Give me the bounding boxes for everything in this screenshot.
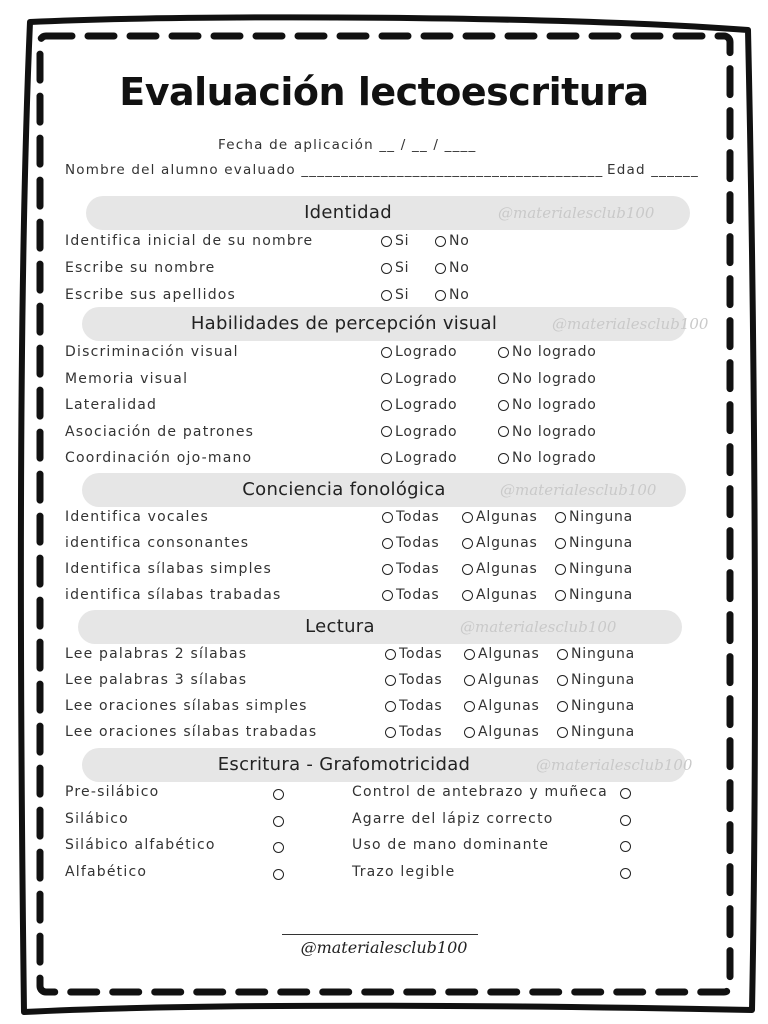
radio-circle-icon[interactable] — [498, 453, 509, 464]
option-label: Algunas — [476, 587, 538, 603]
watermark: @materialesclub100 — [552, 315, 709, 333]
edad-field[interactable]: Edad ______ — [607, 162, 699, 178]
option-label: Todas — [396, 561, 440, 577]
option-fonologica-0-0[interactable] — [382, 509, 440, 525]
option-label: No logrado — [512, 344, 597, 360]
option-label: Ninguna — [569, 561, 634, 577]
option-label: Ninguna — [569, 587, 634, 603]
radio-circle-icon[interactable] — [557, 649, 568, 660]
watermark: @materialesclub100 — [498, 204, 655, 222]
option-label: No logrado — [512, 450, 597, 466]
option-identidad-1-1[interactable] — [435, 260, 470, 276]
option-lectura-1-0[interactable] — [385, 672, 443, 688]
signature-line — [282, 934, 478, 935]
option-lectura-1-1[interactable] — [464, 672, 540, 688]
radio-circle-icon[interactable] — [464, 649, 475, 660]
option-label: Ninguna — [571, 724, 636, 740]
option-label: Todas — [399, 698, 443, 714]
option-label: Todas — [399, 672, 443, 688]
option-label: Logrado — [395, 450, 458, 466]
radio-circle-icon[interactable] — [273, 789, 284, 800]
option-fonologica-1-2[interactable] — [555, 535, 633, 551]
option-label: Ninguna — [571, 646, 636, 662]
option-identidad-1-0[interactable] — [381, 260, 409, 276]
radio-circle-icon[interactable] — [555, 538, 566, 549]
nombre-field[interactable]: Nombre del alumno evaluado ______________________________________ — [65, 162, 604, 178]
option-label: Todas — [396, 509, 440, 525]
item-label: Lee palabras 2 sílabas — [65, 646, 248, 662]
item-label: Identifica inicial de su nombre — [65, 233, 314, 249]
option-label: Si — [395, 233, 410, 249]
option-fonologica-2-2[interactable] — [555, 561, 633, 577]
radio-circle-icon[interactable] — [555, 512, 566, 523]
radio-circle-icon[interactable] — [381, 400, 392, 411]
section-header-percepcion — [82, 307, 709, 341]
radio-circle-icon[interactable] — [381, 236, 392, 247]
radio-circle-icon[interactable] — [385, 649, 396, 660]
item-label: Coordinación ojo-mano — [65, 450, 253, 466]
option-identidad-2-0[interactable] — [381, 287, 409, 303]
watermark: @materialesclub100 — [536, 756, 693, 774]
radio-circle-icon[interactable] — [385, 701, 396, 712]
option-label: Logrado — [395, 344, 458, 360]
option-label: Si — [395, 287, 410, 303]
option-label: No logrado — [512, 423, 597, 440]
option-label: Logrado — [395, 370, 458, 387]
radio-circle-icon[interactable] — [620, 815, 631, 826]
fecha-field[interactable]: Fecha de aplicación __ / __ / ____ — [218, 137, 477, 153]
section-header-fonologica — [82, 473, 686, 507]
item-label: Lee oraciones sílabas simples — [65, 698, 308, 714]
option-percepcion-3-1[interactable] — [498, 424, 597, 440]
radio-circle-icon[interactable] — [382, 538, 393, 549]
section-title: Lectura — [305, 616, 375, 637]
option-percepcion-3-0[interactable] — [381, 424, 457, 440]
item-label: identifica sílabas trabadas — [65, 587, 282, 603]
radio-circle-icon[interactable] — [273, 816, 284, 827]
option-label: No logrado — [512, 397, 597, 413]
radio-circle-icon[interactable] — [385, 675, 396, 686]
item-label: Lateralidad — [65, 397, 158, 413]
radio-circle-icon[interactable] — [273, 842, 284, 853]
option-percepcion-0-0[interactable] — [381, 344, 457, 360]
option-label: Algunas — [478, 698, 540, 714]
option-label: Algunas — [476, 535, 538, 551]
radio-circle-icon[interactable] — [381, 373, 392, 384]
option-label: Algunas — [478, 646, 540, 662]
radio-circle-icon[interactable] — [381, 426, 392, 437]
radio-circle-icon[interactable] — [462, 538, 473, 549]
radio-circle-icon[interactable] — [462, 564, 473, 575]
item-label: Silábico alfabético — [65, 837, 216, 853]
watermark: @materialesclub100 — [500, 481, 657, 499]
radio-circle-icon[interactable] — [382, 590, 393, 601]
item-label: Escribe su nombre — [65, 260, 216, 276]
option-label: Ninguna — [571, 698, 636, 714]
option-label: Logrado — [395, 423, 458, 440]
option-label: No — [449, 287, 470, 303]
option-percepcion-0-1[interactable] — [498, 344, 597, 360]
option-fonologica-3-2[interactable] — [555, 587, 633, 603]
page-title: Evaluación lectoescritura — [119, 70, 649, 114]
radio-circle-icon[interactable] — [555, 564, 566, 575]
item-label: identifica consonantes — [65, 535, 250, 551]
footer-signature: @materialesclub100 — [300, 938, 468, 957]
option-lectura-3-0[interactable] — [385, 724, 443, 740]
watermark: @materialesclub100 — [460, 618, 617, 636]
radio-circle-icon[interactable] — [498, 400, 509, 411]
radio-circle-icon[interactable] — [273, 869, 284, 880]
section-title: Conciencia fonológica — [242, 479, 446, 500]
section-header-identidad — [86, 196, 690, 230]
item-label: Identifica sílabas simples — [65, 561, 272, 577]
option-percepcion-4-1[interactable] — [498, 450, 597, 466]
radio-circle-icon[interactable] — [620, 841, 631, 852]
section-header-escritura — [82, 748, 693, 782]
radio-circle-icon[interactable] — [557, 675, 568, 686]
radio-circle-icon[interactable] — [435, 236, 446, 247]
radio-circle-icon[interactable] — [381, 347, 392, 358]
option-percepcion-1-1[interactable] — [498, 371, 597, 387]
item-label: Asociación de patrones — [65, 423, 255, 440]
option-identidad-0-0[interactable] — [381, 233, 409, 249]
option-label: Algunas — [476, 509, 538, 525]
radio-circle-icon[interactable] — [435, 290, 446, 301]
item-label: Uso de mano dominante — [352, 837, 550, 853]
option-label: Todas — [399, 646, 443, 662]
option-lectura-0-1[interactable] — [464, 646, 540, 662]
option-label: No — [449, 233, 470, 249]
option-label: Ninguna — [571, 672, 636, 688]
radio-circle-icon[interactable] — [382, 512, 393, 523]
option-lectura-0-2[interactable] — [557, 646, 635, 662]
option-label: No logrado — [512, 370, 597, 387]
option-label: Algunas — [478, 672, 540, 688]
item-label: Escribe sus apellidos — [65, 287, 237, 303]
radio-circle-icon[interactable] — [498, 373, 509, 384]
item-label: Discriminación visual — [65, 344, 239, 360]
option-fonologica-3-0[interactable] — [382, 587, 440, 603]
item-label: Silábico — [65, 810, 129, 827]
option-percepcion-1-0[interactable] — [381, 371, 457, 387]
option-fonologica-2-1[interactable] — [462, 561, 538, 577]
option-label: Todas — [396, 535, 440, 551]
option-lectura-0-0[interactable] — [385, 646, 443, 662]
radio-circle-icon[interactable] — [557, 727, 568, 738]
radio-circle-icon[interactable] — [381, 290, 392, 301]
option-label: Logrado — [395, 397, 458, 413]
option-label: Todas — [396, 587, 440, 603]
option-identidad-2-1[interactable] — [435, 287, 470, 303]
item-label: Trazo legible — [352, 863, 456, 880]
item-label: Control de antebrazo y muñeca — [352, 784, 608, 800]
option-fonologica-2-0[interactable] — [382, 561, 440, 577]
section-title: Identidad — [304, 202, 392, 223]
option-lectura-2-1[interactable] — [464, 698, 540, 714]
option-percepcion-2-0[interactable] — [381, 397, 457, 413]
radio-circle-icon[interactable] — [435, 263, 446, 274]
option-percepcion-2-1[interactable] — [498, 397, 597, 413]
radio-circle-icon[interactable] — [462, 512, 473, 523]
option-label: Si — [395, 260, 410, 276]
option-fonologica-1-0[interactable] — [382, 535, 440, 551]
option-label: Algunas — [478, 724, 540, 740]
item-label: Agarre del lápiz correcto — [352, 810, 554, 827]
radio-circle-icon[interactable] — [381, 453, 392, 464]
radio-circle-icon[interactable] — [381, 263, 392, 274]
radio-circle-icon[interactable] — [385, 727, 396, 738]
option-label: No — [449, 260, 470, 276]
section-title: Escritura - Grafomotricidad — [217, 754, 471, 775]
option-fonologica-0-1[interactable] — [462, 509, 538, 525]
radio-circle-icon[interactable] — [464, 675, 475, 686]
option-percepcion-4-0[interactable] — [381, 450, 457, 466]
option-label: Ninguna — [569, 535, 634, 551]
option-lectura-3-2[interactable] — [557, 724, 635, 740]
item-label: Lee oraciones sílabas trabadas — [65, 724, 318, 740]
option-label: Algunas — [476, 561, 538, 577]
section-title: Habilidades de percepción visual — [190, 313, 498, 334]
option-lectura-2-2[interactable] — [557, 698, 635, 714]
option-lectura-3-1[interactable] — [464, 724, 540, 740]
item-label: Memoria visual — [65, 370, 189, 387]
option-label: Ninguna — [569, 509, 634, 525]
radio-circle-icon[interactable] — [462, 590, 473, 601]
radio-circle-icon[interactable] — [557, 701, 568, 712]
option-lectura-2-0[interactable] — [385, 698, 443, 714]
radio-circle-icon[interactable] — [382, 564, 393, 575]
radio-circle-icon[interactable] — [555, 590, 566, 601]
item-label: Pre-silábico — [65, 784, 160, 800]
item-label: Alfabético — [65, 863, 148, 880]
option-label: Todas — [399, 724, 443, 740]
option-fonologica-3-1[interactable] — [462, 587, 538, 603]
item-label: Lee palabras 3 sílabas — [65, 672, 248, 688]
option-fonologica-1-1[interactable] — [462, 535, 538, 551]
radio-circle-icon[interactable] — [498, 426, 509, 437]
radio-circle-icon[interactable] — [464, 701, 475, 712]
option-fonologica-0-2[interactable] — [555, 509, 633, 525]
section-header-lectura — [78, 610, 682, 644]
radio-circle-icon[interactable] — [498, 347, 509, 358]
radio-circle-icon[interactable] — [620, 868, 631, 879]
option-identidad-0-1[interactable] — [435, 233, 470, 249]
item-label: Identifica vocales — [65, 509, 209, 525]
radio-circle-icon[interactable] — [464, 727, 475, 738]
radio-circle-icon[interactable] — [620, 788, 631, 799]
option-lectura-1-2[interactable] — [557, 672, 635, 688]
